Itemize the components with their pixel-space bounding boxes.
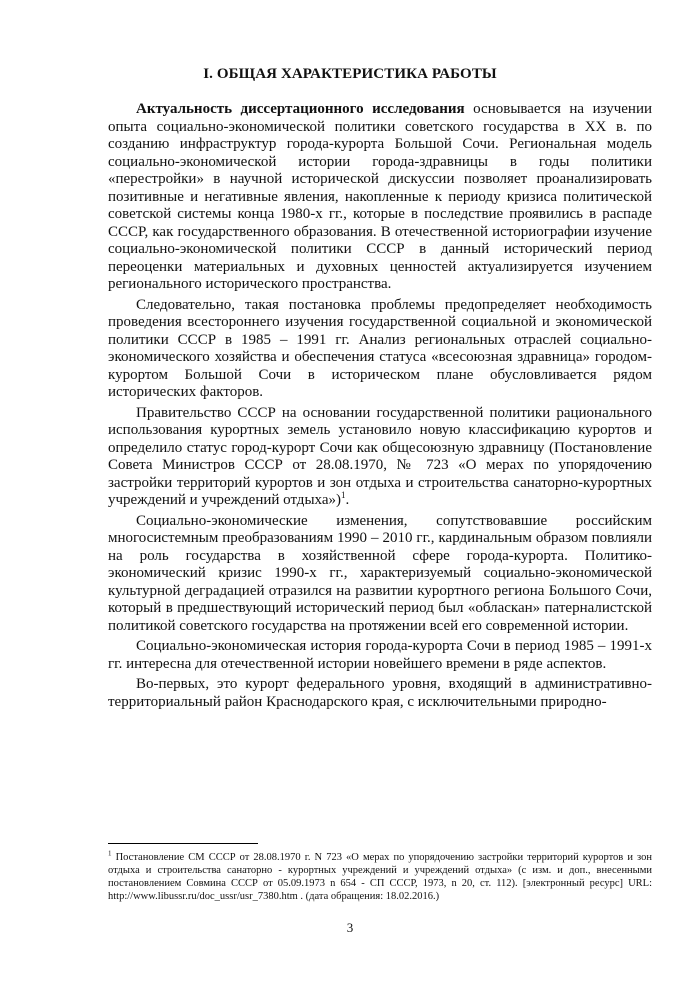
paragraph-government: [108, 405, 652, 510]
section-heading: I. ОБЩАЯ ХАРАКТЕРИСТИКА РАБОТЫ: [203, 66, 497, 82]
paragraph-text: Социально-экономическая история города-курорта Сочи в период 1985 – 1991-х гг. интересна для отечественной истории новейшего времени в ряде аспектов.: [108, 638, 652, 672]
paragraph-text: Социально-экономические изменения, сопутствовавшие российским многосистемным преобразованиям 1990 – 2010 гг., кардинальным образом повлияли на роль государства в хозяйственной сфере города-курорта. Политико-экономический кризис 1990-х гг., характеризуемый социально-экономической культурной деградацией отразился на развитии курортного региона Большого Сочи, который в предшествующий исторический период был «обласкан» патерналистской политикой советского государства на протяжении всей его современной истории.: [108, 512, 652, 634]
paragraph-text: Следовательно, такая постановка проблемы предопределяет необходимость проведения всестороннего изучения государственной социальной и экономической политики СССР в 1985 – 1991 гг. Анализ региональных отраслей социально-экономического хозяйства и обеспечения статуса «всесоюзная здравница» городом-курортом Большой Сочи в историческом плане обусловливается рядом исторических факторов.: [108, 296, 652, 400]
body-text: [108, 101, 652, 714]
paragraph-consequently: [108, 297, 652, 402]
footnote: [108, 851, 652, 903]
paragraph-history: [108, 638, 652, 673]
footnote-reference[interactable]: 1: [340, 490, 346, 500]
paragraph-tail: .: [345, 492, 350, 508]
paragraph-text: основывается на изучении опыта социально-экономической политики советского государства в XX в. по созданию инфраструктур города-курорта Большой Сочи. Региональная модель социально-экономической истории города-здравницы в годы политики «перестройки» в научной исторической дискуссии позволяет проанализировать позитивные и негативные явления, накопленные к периоду кризиса политической советской системы конца 1980-х гг., которые в последствие проявились в распаде СССР, как государственного образования. В отечественной историографии изучение социально-экономической политики СССР в данный исторический период переоценки материальных и духовных ценностей актуализируется изучением регионального исторического пространства.: [108, 101, 652, 292]
paragraph-firstly: [108, 676, 652, 711]
footnote-mark: 1: [108, 849, 112, 858]
paragraph-text: Правительство СССР на основании государственной политики рационального использования курортных земель установило новую классификацию курортов и определило статус город-курорт Сочи как общесоюзную здравницу (Постановление Совета Министров СССР от 28.08.1970, № 723 «О мерах по упорядочению застройки территорий курортов и зон отдыха и строительства санаторно-курортных учреждений и учреждений отдыха»): [108, 404, 652, 508]
page-number: 3: [346, 920, 354, 935]
footnote-text: Постановление СМ СССР от 28.08.1970 г. N 723 «О мерах по упорядочению застройки территорий курортов и зон отдыха и строительства санаторно - курортных учреждений и учреждений отдыха» (с изм. и доп., внесенными постановлением Совмина СССР от 05.09.1973 n 654 - СП СССР, 1973, n 20, ст. 112). [электронный ресурс] URL: http://www.libussr.ru/doc_ussr/usr_7380.htm . (дата обращения: 18.02.2016.): [108, 852, 652, 902]
paragraph-text: Во-первых, это курорт федерального уровня, входящий в административно-территориальный район Краснодарского края, с исключительными природно-: [108, 676, 652, 710]
paragraph-lead: Актуальность диссертационного исследования: [136, 101, 465, 117]
paragraph-relevance: [108, 101, 652, 294]
footnote-separator: [108, 843, 258, 844]
paragraph-changes: [108, 513, 652, 636]
